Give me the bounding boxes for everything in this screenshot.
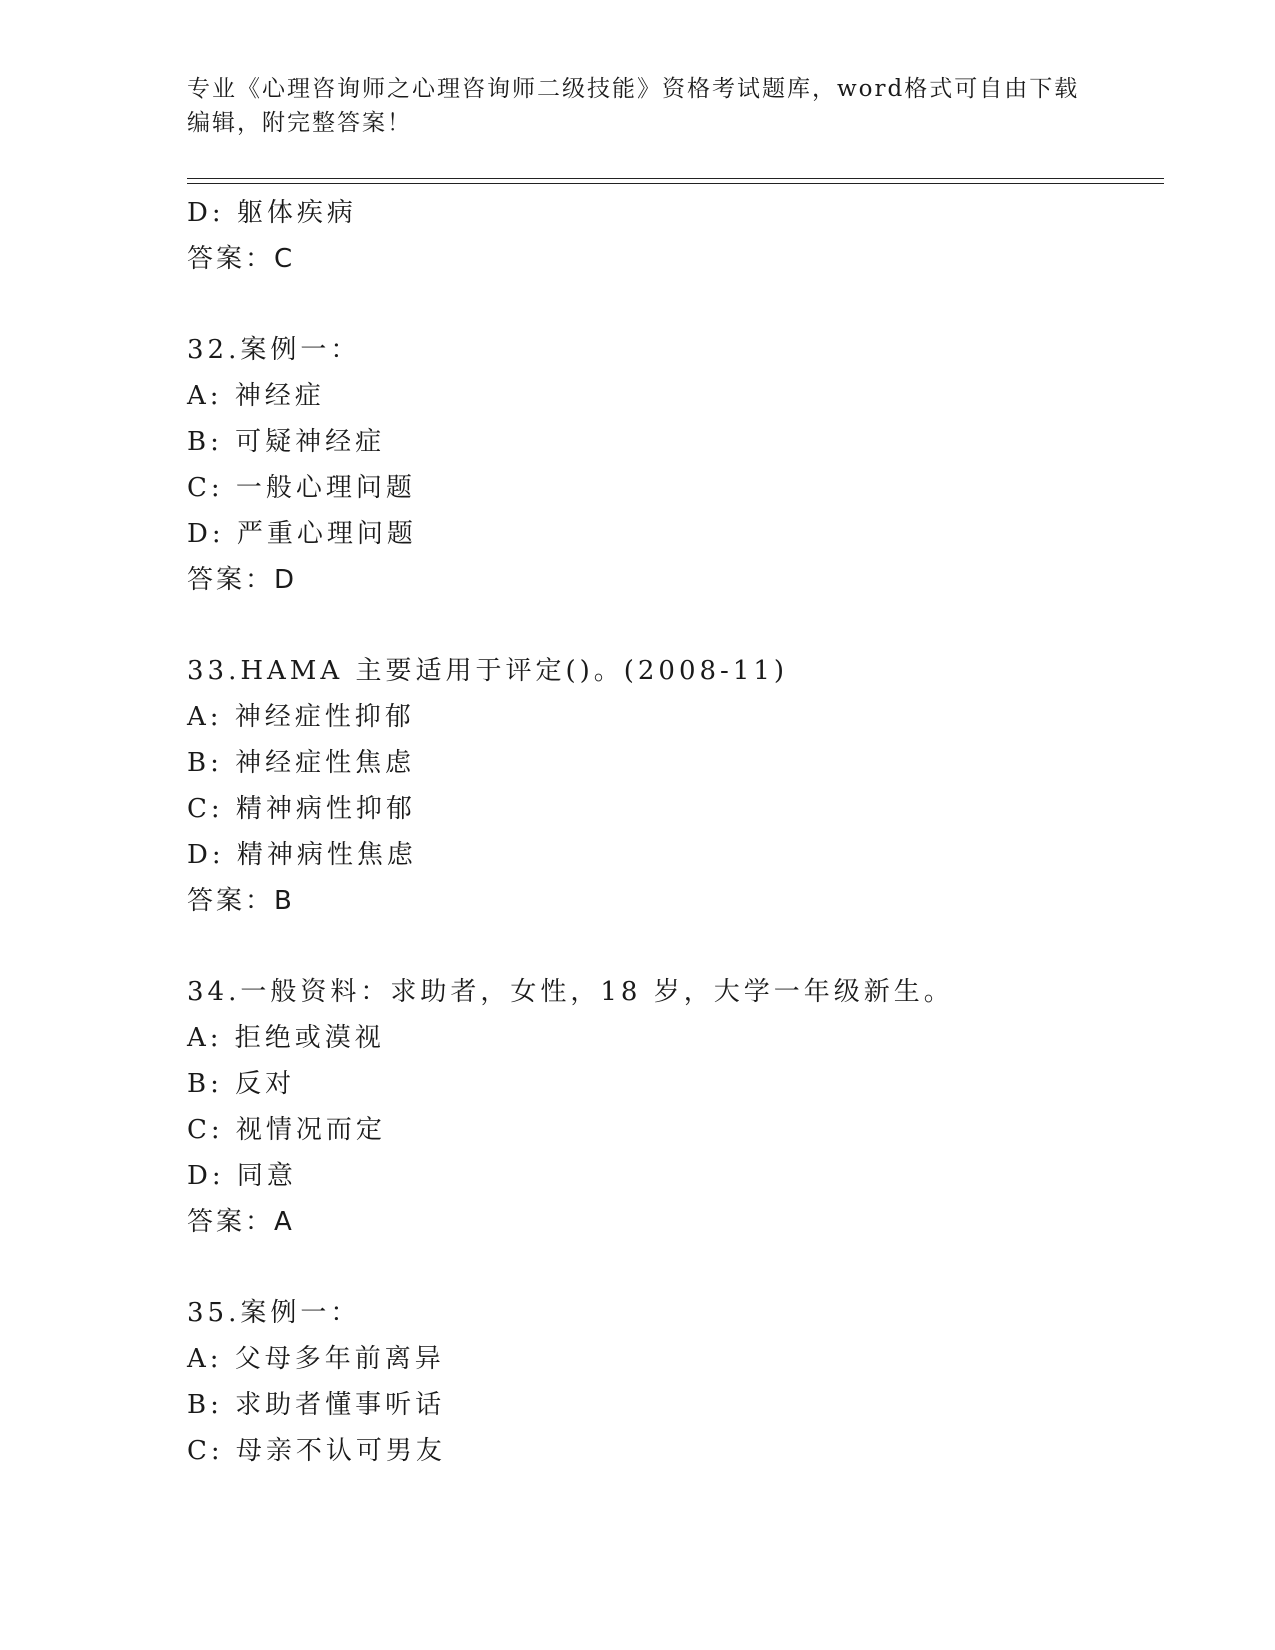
- option-b: B: 可疑神经症: [187, 427, 386, 457]
- header-line-1: 专业《心理咨询师之心理咨询师二级技能》资格考试题库，word格式可自由下载: [187, 76, 1080, 102]
- option-c: C: 母亲不认可男友: [187, 1436, 446, 1466]
- answer-line: 答案：A: [187, 1207, 295, 1237]
- option-c: C: 视情况而定: [187, 1115, 386, 1145]
- question-stem: 32.案例一：: [187, 335, 361, 365]
- option-a: A: 神经症: [187, 381, 325, 411]
- question-stem: 33.HAMA 主要适用于评定()。(2008-11): [187, 656, 789, 686]
- question-list: [187, 190, 1167, 1474]
- option-d: D: 精神病性焦虑: [187, 840, 417, 870]
- option-a: A: 神经症性抑郁: [187, 702, 415, 732]
- answer-line: 答案：C: [187, 244, 296, 274]
- option-a: A: 拒绝或漠视: [187, 1023, 385, 1053]
- option-b: B: 神经症性焦虑: [187, 748, 416, 778]
- header-divider-bottom: [187, 183, 1164, 184]
- question-33: [187, 648, 1167, 924]
- question-35: [187, 1290, 1167, 1474]
- option-d: D: 严重心理问题: [187, 519, 417, 549]
- option-d: D: 躯体疾病: [187, 198, 357, 228]
- option-b: B: 求助者懂事听话: [187, 1390, 446, 1420]
- answer-line: 答案：D: [187, 565, 298, 595]
- header-line-2: 编辑，附完整答案！: [187, 110, 412, 136]
- answer-line: 答案：B: [187, 886, 295, 916]
- option-a: A: 父母多年前离异: [187, 1344, 445, 1374]
- option-c: C: 精神病性抑郁: [187, 794, 416, 824]
- question-32: [187, 327, 1167, 603]
- header-divider-top: [187, 178, 1164, 179]
- question-stem: 34.一般资料：求助者，女性，18 岁，大学一年级新生。: [187, 977, 954, 1007]
- question-34: [187, 969, 1167, 1245]
- option-b: B: 反对: [187, 1069, 296, 1099]
- question-stem: 35.案例一：: [187, 1298, 361, 1328]
- option-c: C: 一般心理问题: [187, 473, 416, 503]
- option-d: D: 同意: [187, 1161, 297, 1191]
- document-header: [187, 72, 1087, 140]
